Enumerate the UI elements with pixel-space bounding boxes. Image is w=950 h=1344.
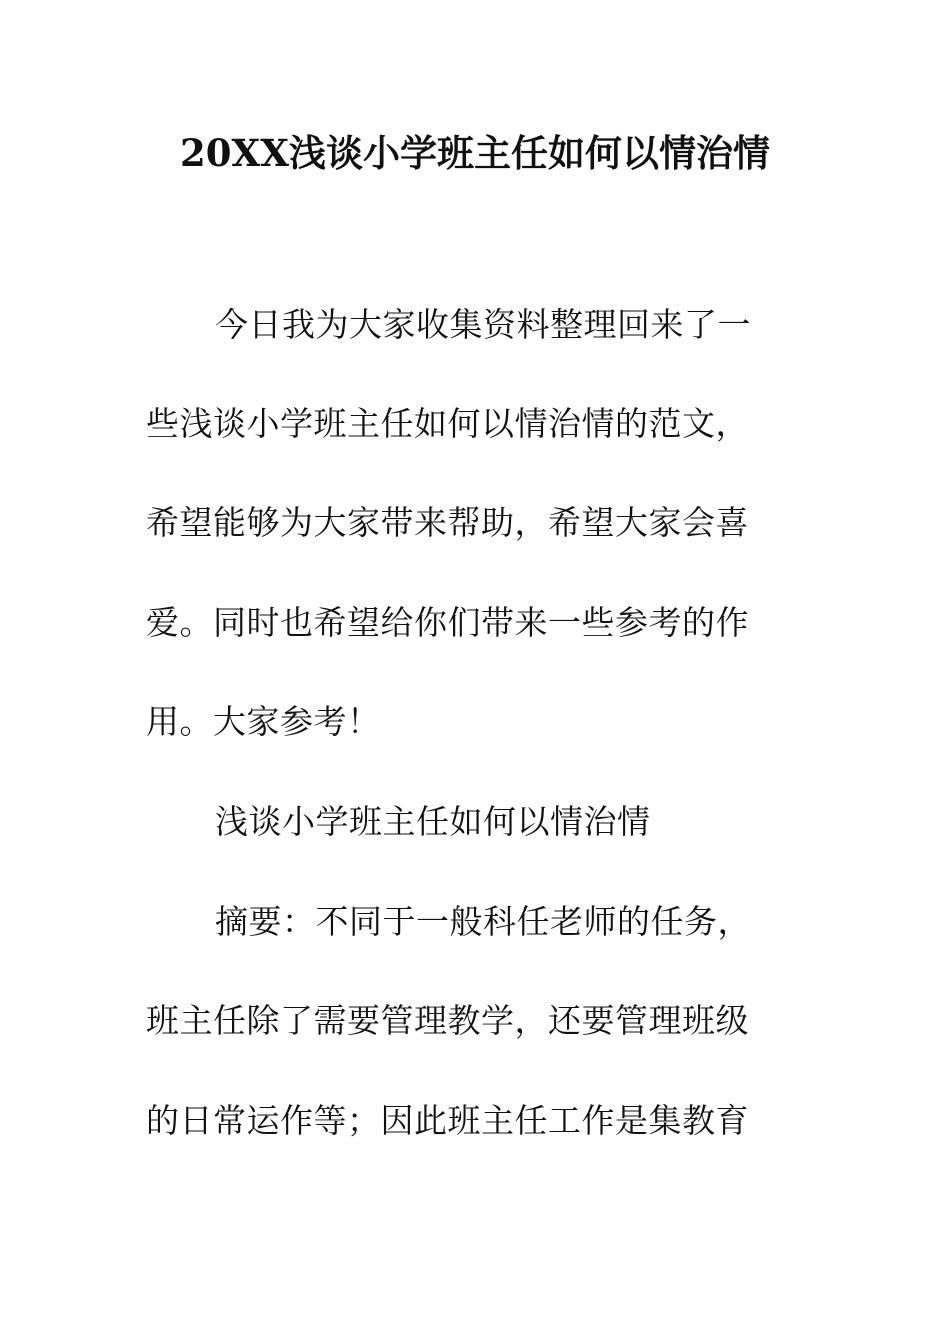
section-heading: 浅谈小学班主任如何以情治情 [215,802,651,841]
paragraph-line: 希望能够为大家带来帮助，希望大家会喜 [146,503,749,542]
document-title: 20XX浅谈小学班主任如何以情治情 [180,131,770,175]
paragraph-line: 爱。同时也希望给你们带来一些参考的作 [146,603,749,642]
paragraph-line: 的日常运作等；因此班主任工作是集教育 [146,1101,749,1140]
paragraph-line: 班主任除了需要管理教学，还要管理班级 [146,1001,749,1040]
paragraph-line: 今日我为大家收集资料整理回来了一 [215,305,751,344]
paragraph-line: 些浅谈小学班主任如何以情治情的范文， [146,404,749,443]
paragraph-line: 用。大家参考！ [146,702,381,741]
paragraph-line: 摘要：不同于一般科任老师的任务， [215,902,751,941]
